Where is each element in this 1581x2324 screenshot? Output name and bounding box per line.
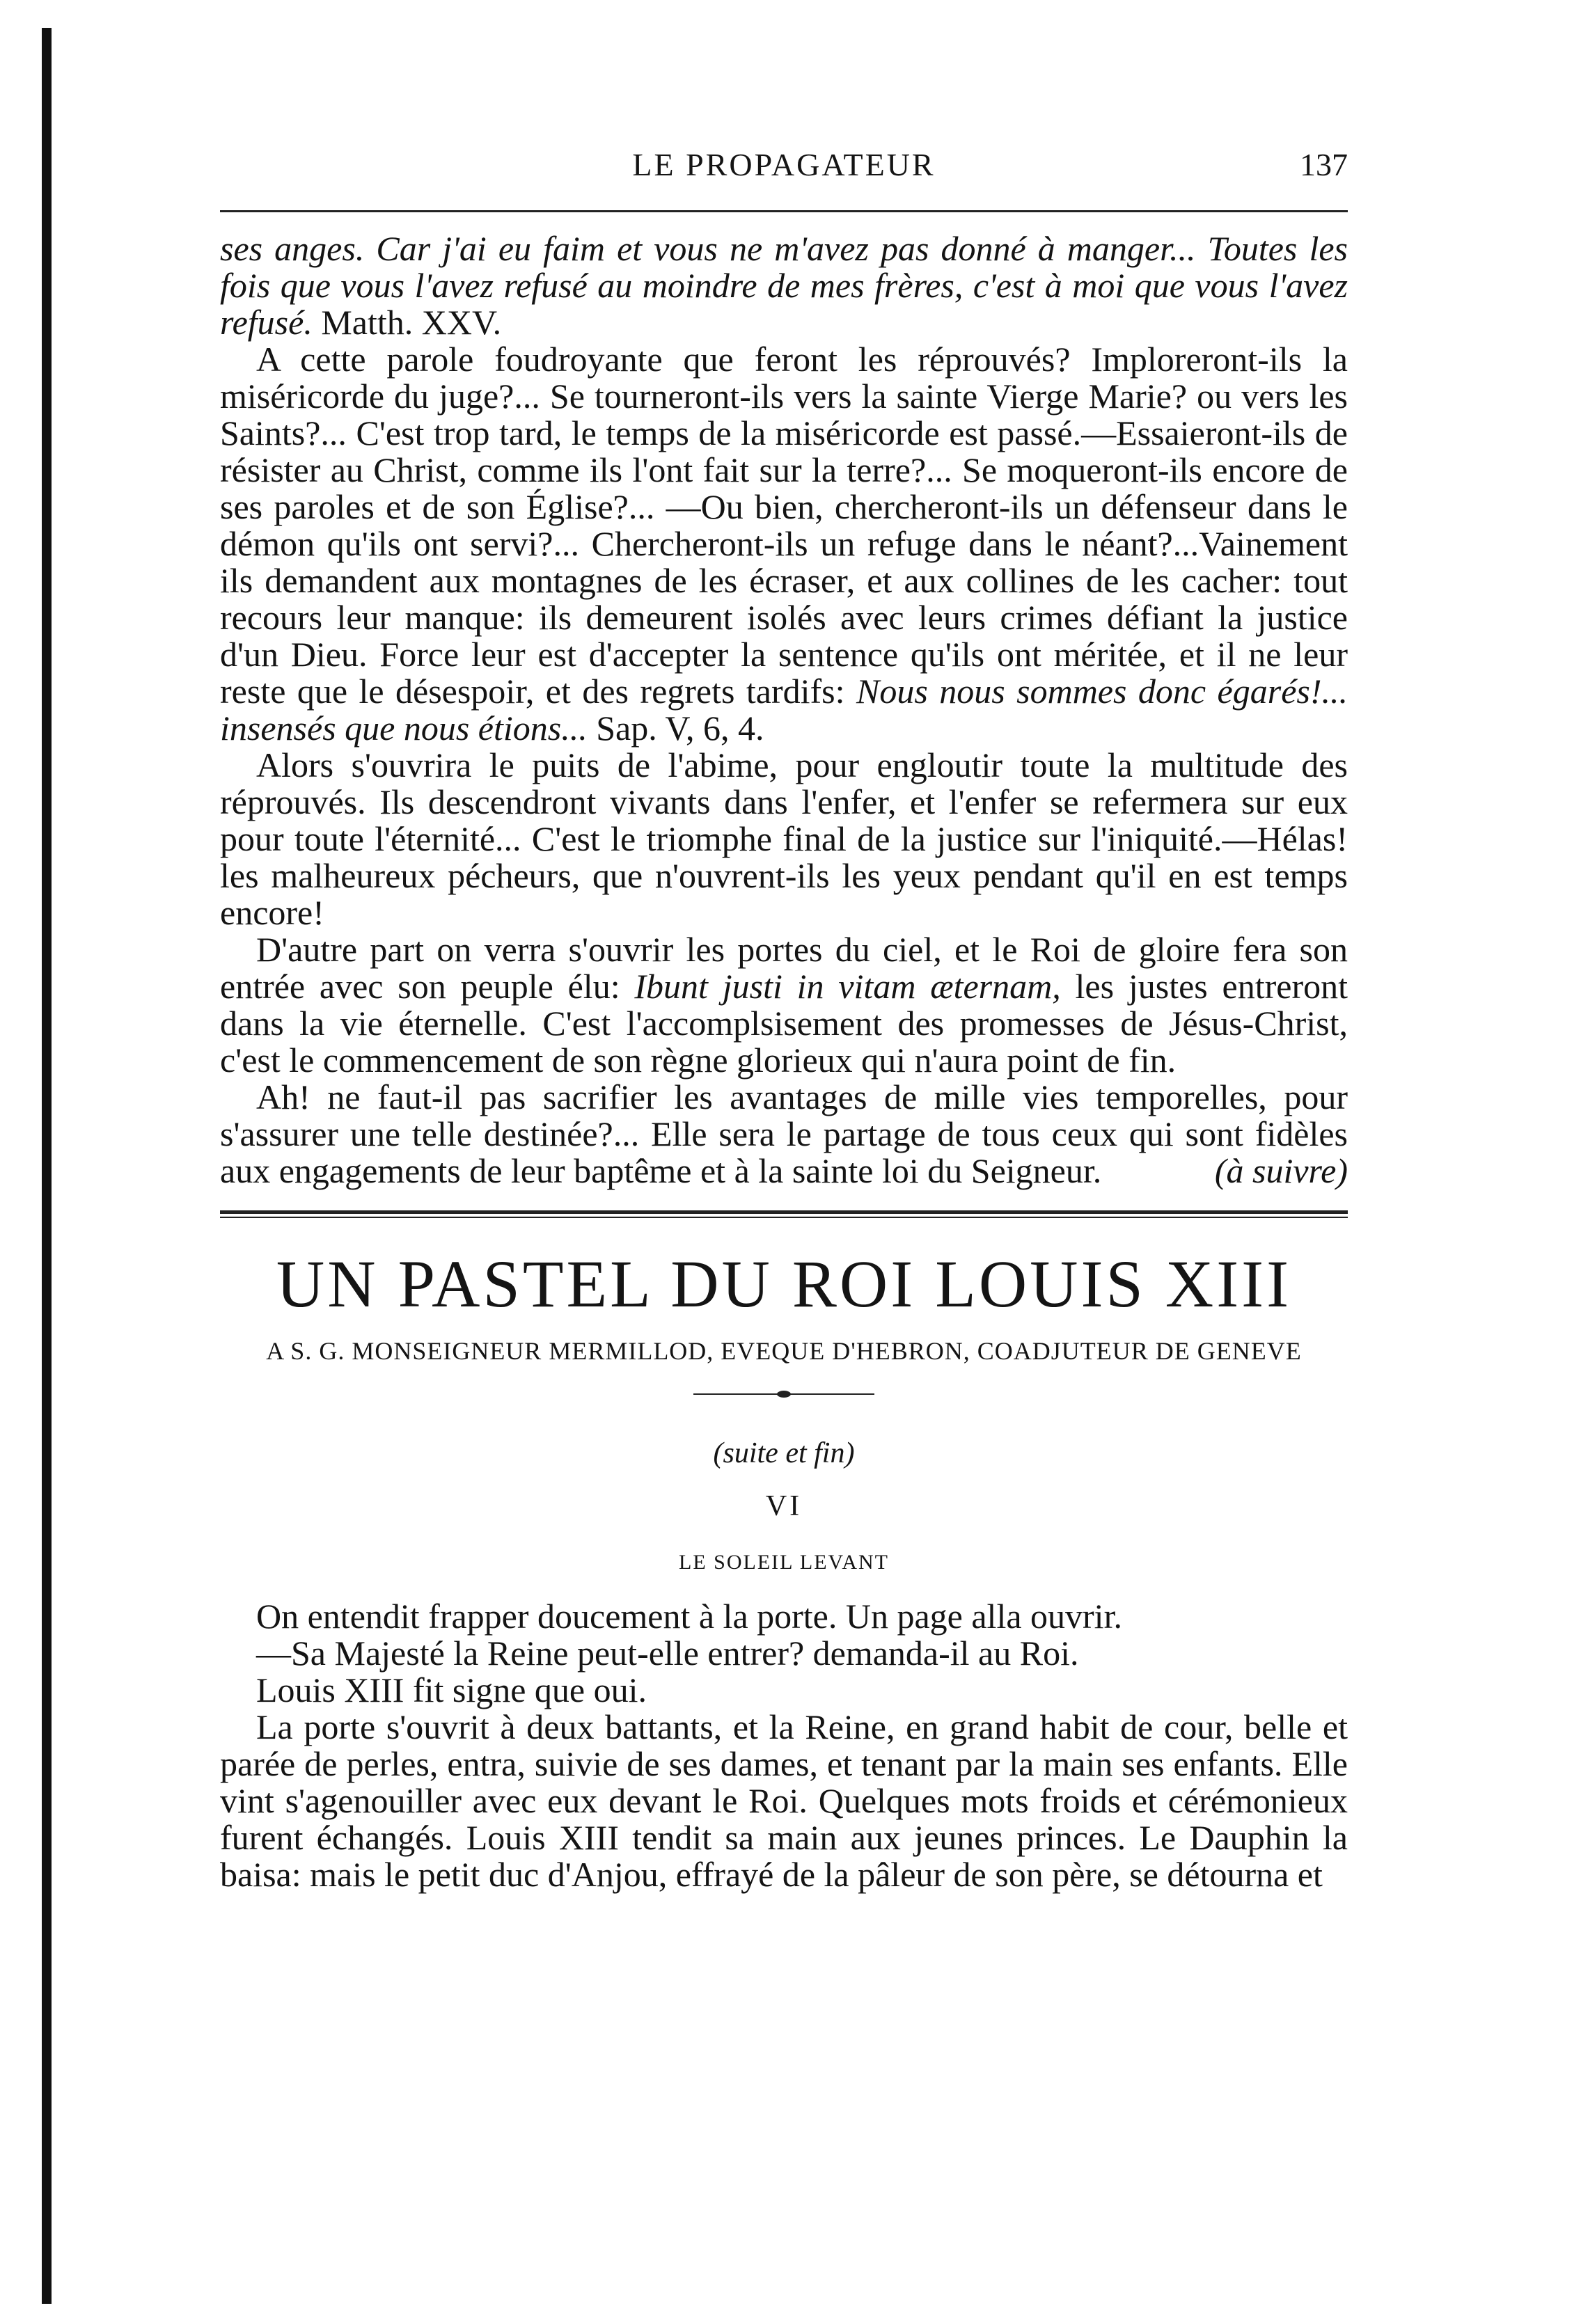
page-number: 137: [1300, 147, 1348, 182]
paragraph-reprouves: [220, 341, 1348, 747]
quote-reference: Matth. XXV.: [312, 303, 502, 342]
quote-line-1: ses anges. Car j'ai eu faim et vous ne m'avez pas donné à manger...: [220, 229, 1196, 268]
paragraph-reine-question: —Sa Majesté la Reine peut-elle entrer? demanda-il au Roi.: [256, 1634, 1079, 1673]
paragraph-reference: Sap. V, 6, 4.: [587, 709, 764, 748]
article-body: [220, 1598, 1348, 1893]
paragraph-text: D'autre part on verra s'ouvrir les portes du ciel, et le Roi de gloire fera son entrée avec son peuple élu:: [220, 930, 1348, 1006]
running-title: LE PROPAGATEUR: [632, 147, 936, 182]
article-dedication: A S. G. MONSEIGNEUR MERMILLOD, EVEQUE D'HEBRON, COADJUTEUR DE GENEVE: [266, 1337, 1302, 1365]
paragraph-text: Ah! ne faut-il pas sacrifier les avantages de mille vies temporelles, pour s'assurer une telle destinée?... Elle sera le partage de tous ceux qui sont fidèles aux engagements de leur baptême et à la sainte loi du Seigneur.: [220, 1077, 1348, 1190]
paragraph-quote: Nous nous sommes donc égarés!... insensés que nous étions...: [220, 672, 1348, 748]
paragraph-ciel: [220, 931, 1348, 1079]
previous-article-text: [220, 230, 1348, 1189]
paragraph-signe: Louis XIII fit signe que oui.: [256, 1670, 647, 1709]
paragraph-porte: On entendit frapper doucement à la porte. Un page alla ouvrir.: [256, 1597, 1122, 1636]
page-spine-shadow: [42, 28, 52, 2304]
document-page: [220, 146, 1348, 1893]
article-title: UN PASTEL DU ROI LOUIS XIII: [276, 1247, 1292, 1321]
paragraph-quote: Ibunt justi in vitam æternam,: [620, 967, 1061, 1006]
continuation-note: (suite et fin): [713, 1437, 855, 1469]
paragraph-text: A cette parole foudroyante que feront les réprouvés? Imploreront-ils la miséricorde du juge?... Se tourneront-ils vers la sainte Vierge Marie? ou vers les Saints?... C'est trop tard, le temps de la miséricorde est passé.—Essaieront-ils de résister au Christ, comme ils l'ont fait sur la terre?... Se moqueront-ils encore de ses paroles et de son Église?... —Ou bien, chercheront-ils un défenseur dans le démon qu'ils ont servi?... Chercheront-ils un refuge dans le néant?...Vainement ils demandent aux montagnes de les écraser, et aux collines de les cacher: tout recours leur manque: ils demeurent isolés avec leurs crimes défiant la justice d'un Dieu. Force leur est d'accepter la sentence qu'ils ont méritée, et il ne leur reste que le désespoir, et des regrets tardifs:: [220, 340, 1348, 711]
paragraph-text: Alors s'ouvrira le puits de l'abime, pour engloutir toute la multitude des réprouvés. Ils descendront vivants dans l'enfer, et l'enfer se refermera sur eux pour toute l'éternité... C'est le triomphe final de la justice sur l'iniquité.—Hélas! les malheureux pécheurs, que n'ouvrent-ils les yeux pendant qu'il en est temps encore!: [220, 745, 1348, 932]
paragraph-text: les justes entreront dans la vie éternelle. C'est l'accomplsisement des promesses de Jésus-Christ, c'est le commencement de son règne glorieux qui n'aura point de fin.: [220, 967, 1348, 1080]
paragraph-abime: [220, 747, 1348, 931]
scripture-quote: [220, 230, 1348, 341]
header-rule: [220, 210, 1348, 212]
page-header: [220, 146, 1348, 195]
quote-line-3: moi que vous l'avez refusé.: [220, 266, 1348, 342]
to-be-continued-note: (à suivre): [1214, 1151, 1348, 1190]
article-separator: [220, 1210, 1348, 1218]
section-number: VI: [765, 1490, 803, 1522]
ornament-divider: [693, 1393, 874, 1395]
section-title: LE SOLEIL LEVANT: [679, 1551, 889, 1574]
paragraph-entree-reine: La porte s'ouvrit à deux battants, et la Reine, en grand habit de cour, belle et parée de perles, entra, suivie de ses dames, et tenant par la main ses enfants. Elle vint s'agenouiller avec eux devant le Roi. Quelques mots froids et cérémonieux furent échangés. Louis XIII tendit sa main aux jeunes princes. Le Dauphin la baisa: mais le petit duc d'Anjou, effrayé de la pâleur de son père, se détourna et: [220, 1707, 1348, 1894]
quote-line-2: Toutes les fois que vous l'avez refusé au moindre de mes frères, c'est à: [220, 229, 1348, 305]
